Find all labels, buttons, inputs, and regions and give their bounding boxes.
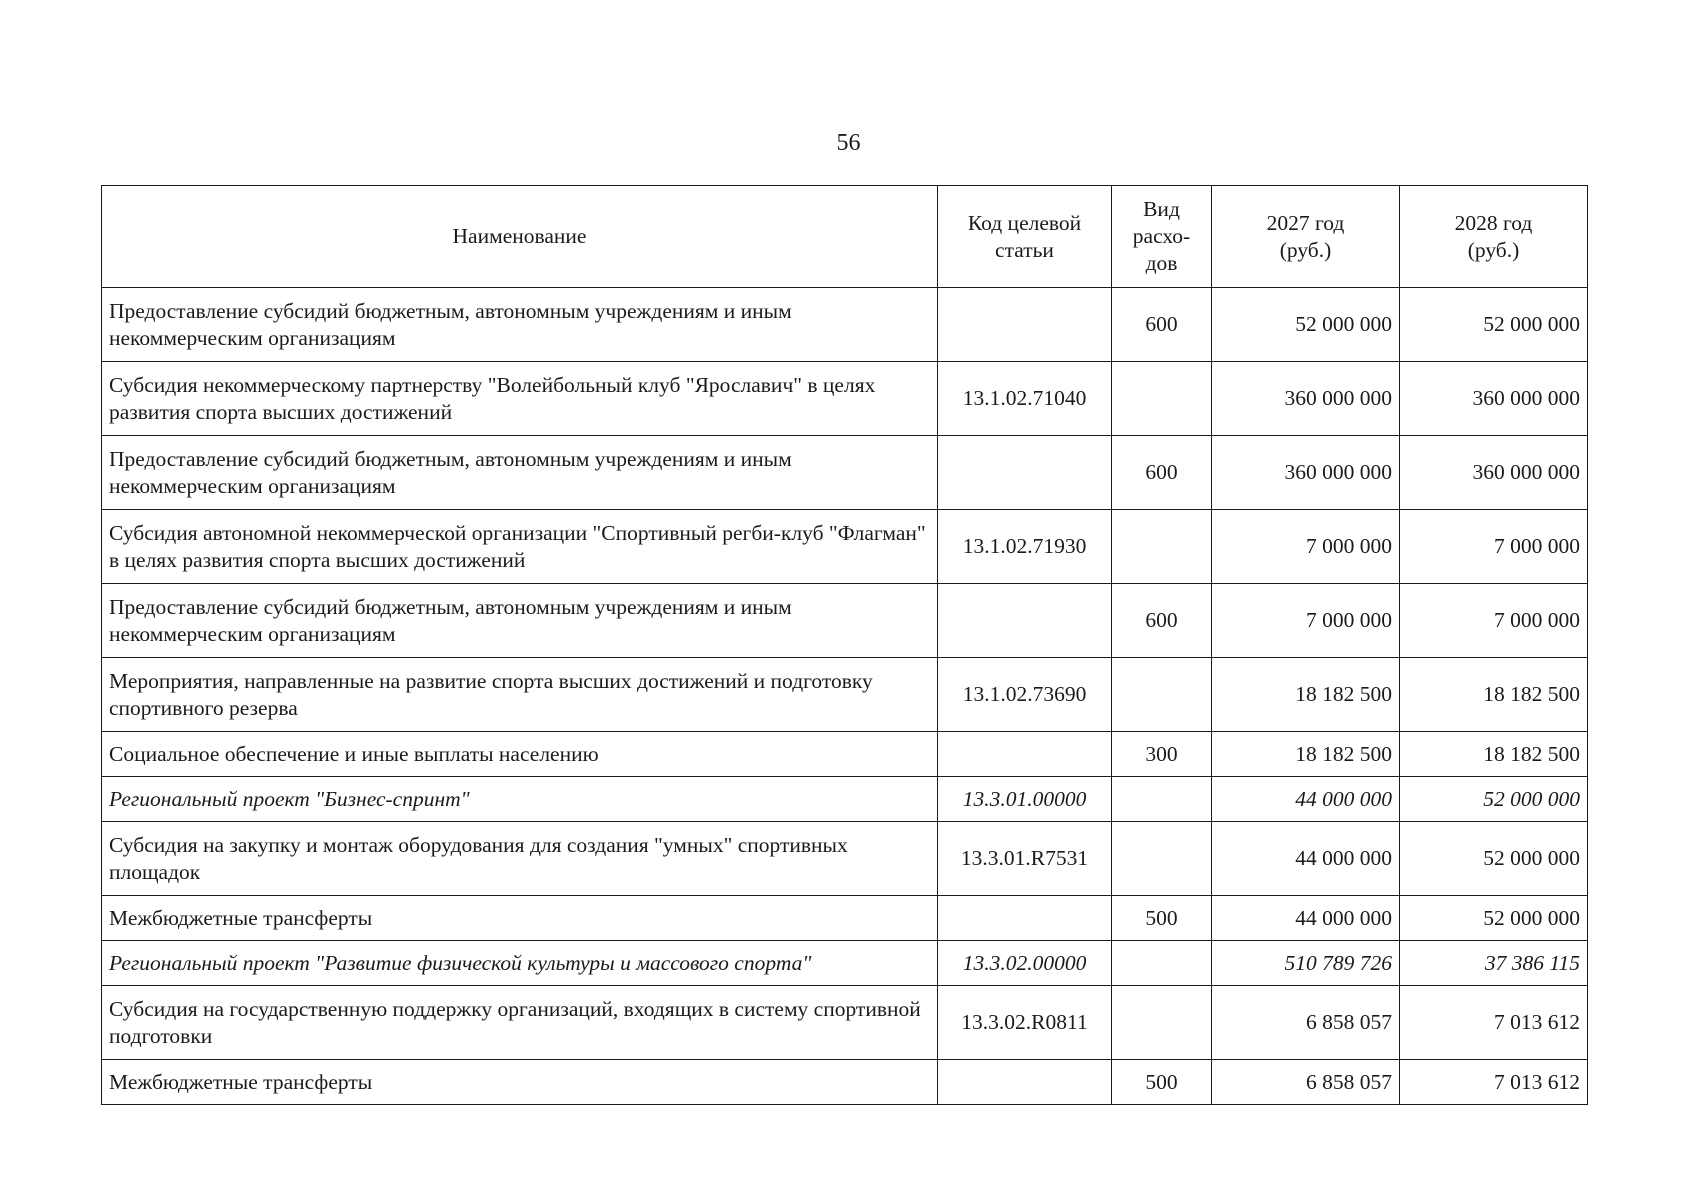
table-row [102, 510, 1588, 584]
row-code [938, 896, 1112, 941]
row-2027: 44 000 000 [1212, 896, 1400, 941]
table-row [102, 896, 1588, 941]
row-2027: 44 000 000 [1212, 777, 1400, 822]
row-expense-type [1112, 510, 1212, 584]
row-expense-type: 600 [1112, 584, 1212, 658]
row-expense-type [1112, 777, 1212, 822]
row-2028: 7 000 000 [1400, 584, 1588, 658]
header-expense-type: Вид расхо- дов [1112, 186, 1212, 288]
row-2027: 18 182 500 [1212, 732, 1400, 777]
row-expense-type [1112, 362, 1212, 436]
table-row [102, 1060, 1588, 1105]
row-2028: 7 000 000 [1400, 510, 1588, 584]
row-2028: 7 013 612 [1400, 986, 1588, 1060]
row-name: Межбюджетные трансферты [102, 896, 938, 941]
row-2028: 18 182 500 [1400, 732, 1588, 777]
row-code: 13.3.02.00000 [938, 941, 1112, 986]
row-expense-type [1112, 986, 1212, 1060]
row-expense-type: 500 [1112, 1060, 1212, 1105]
table-row [102, 658, 1588, 732]
row-expense-type [1112, 658, 1212, 732]
row-2028: 52 000 000 [1400, 288, 1588, 362]
row-code [938, 436, 1112, 510]
row-2028: 52 000 000 [1400, 822, 1588, 896]
row-name: Предоставление субсидий бюджетным, автономным учреждениям и иным некоммерческим организациям [102, 436, 938, 510]
row-code: 13.1.02.71930 [938, 510, 1112, 584]
row-name: Субсидия некоммерческому партнерству "Волейбольный клуб "Ярославич" в целях развития спорта высших достижений [102, 362, 938, 436]
header-2028: 2028 год (руб.) [1400, 186, 1588, 288]
row-2028: 7 013 612 [1400, 1060, 1588, 1105]
row-name: Социальное обеспечение и иные выплаты населению [102, 732, 938, 777]
row-code [938, 732, 1112, 777]
table-header-row [102, 186, 1588, 288]
table-row [102, 986, 1588, 1060]
row-expense-type: 600 [1112, 436, 1212, 510]
header-code: Код целевой статьи [938, 186, 1112, 288]
header-2027: 2027 год (руб.) [1212, 186, 1400, 288]
row-2027: 7 000 000 [1212, 584, 1400, 658]
row-2027: 44 000 000 [1212, 822, 1400, 896]
row-2028: 52 000 000 [1400, 777, 1588, 822]
table-row [102, 584, 1588, 658]
row-code [938, 1060, 1112, 1105]
row-code: 13.3.02.R0811 [938, 986, 1112, 1060]
row-code: 13.1.02.73690 [938, 658, 1112, 732]
header-name: Наименование [102, 186, 938, 288]
row-2027: 6 858 057 [1212, 986, 1400, 1060]
row-code: 13.1.02.71040 [938, 362, 1112, 436]
row-expense-type [1112, 941, 1212, 986]
row-name: Субсидия автономной некоммерческой организации "Спортивный регби-клуб "Флагман" в целях развития спорта высших достижений [102, 510, 938, 584]
table-row [102, 822, 1588, 896]
row-name: Субсидия на государственную поддержку организаций, входящих в систему спортивной подготовки [102, 986, 938, 1060]
table-row-project [102, 777, 1588, 822]
row-code [938, 584, 1112, 658]
row-code: 13.3.01.R7531 [938, 822, 1112, 896]
table-row [102, 288, 1588, 362]
row-2027: 6 858 057 [1212, 1060, 1400, 1105]
table-row [102, 732, 1588, 777]
table-row [102, 436, 1588, 510]
table-row [102, 362, 1588, 436]
row-name: Мероприятия, направленные на развитие спорта высших достижений и подготовку спортивного резерва [102, 658, 938, 732]
row-name: Межбюджетные трансферты [102, 1060, 938, 1105]
row-code: 13.3.01.00000 [938, 777, 1112, 822]
row-name: Региональный проект "Бизнес-спринт" [102, 777, 938, 822]
row-name: Региональный проект "Развитие физической культуры и массового спорта" [102, 941, 938, 986]
row-expense-type: 500 [1112, 896, 1212, 941]
row-2027: 7 000 000 [1212, 510, 1400, 584]
row-expense-type: 300 [1112, 732, 1212, 777]
row-name: Предоставление субсидий бюджетным, автономным учреждениям и иным некоммерческим организациям [102, 288, 938, 362]
row-2028: 360 000 000 [1400, 362, 1588, 436]
row-2028: 360 000 000 [1400, 436, 1588, 510]
row-expense-type [1112, 822, 1212, 896]
row-2028: 18 182 500 [1400, 658, 1588, 732]
table-row-project [102, 941, 1588, 986]
row-2027: 510 789 726 [1212, 941, 1400, 986]
row-name: Субсидия на закупку и монтаж оборудования для создания "умных" спортивных площадок [102, 822, 938, 896]
row-2028: 52 000 000 [1400, 896, 1588, 941]
budget-table [101, 185, 1588, 1105]
row-2027: 360 000 000 [1212, 436, 1400, 510]
row-expense-type: 600 [1112, 288, 1212, 362]
row-2028: 37 386 115 [1400, 941, 1588, 986]
row-2027: 360 000 000 [1212, 362, 1400, 436]
row-code [938, 288, 1112, 362]
row-2027: 52 000 000 [1212, 288, 1400, 362]
page-number: 56 [836, 130, 861, 156]
row-2027: 18 182 500 [1212, 658, 1400, 732]
row-name: Предоставление субсидий бюджетным, автономным учреждениям и иным некоммерческим организациям [102, 584, 938, 658]
